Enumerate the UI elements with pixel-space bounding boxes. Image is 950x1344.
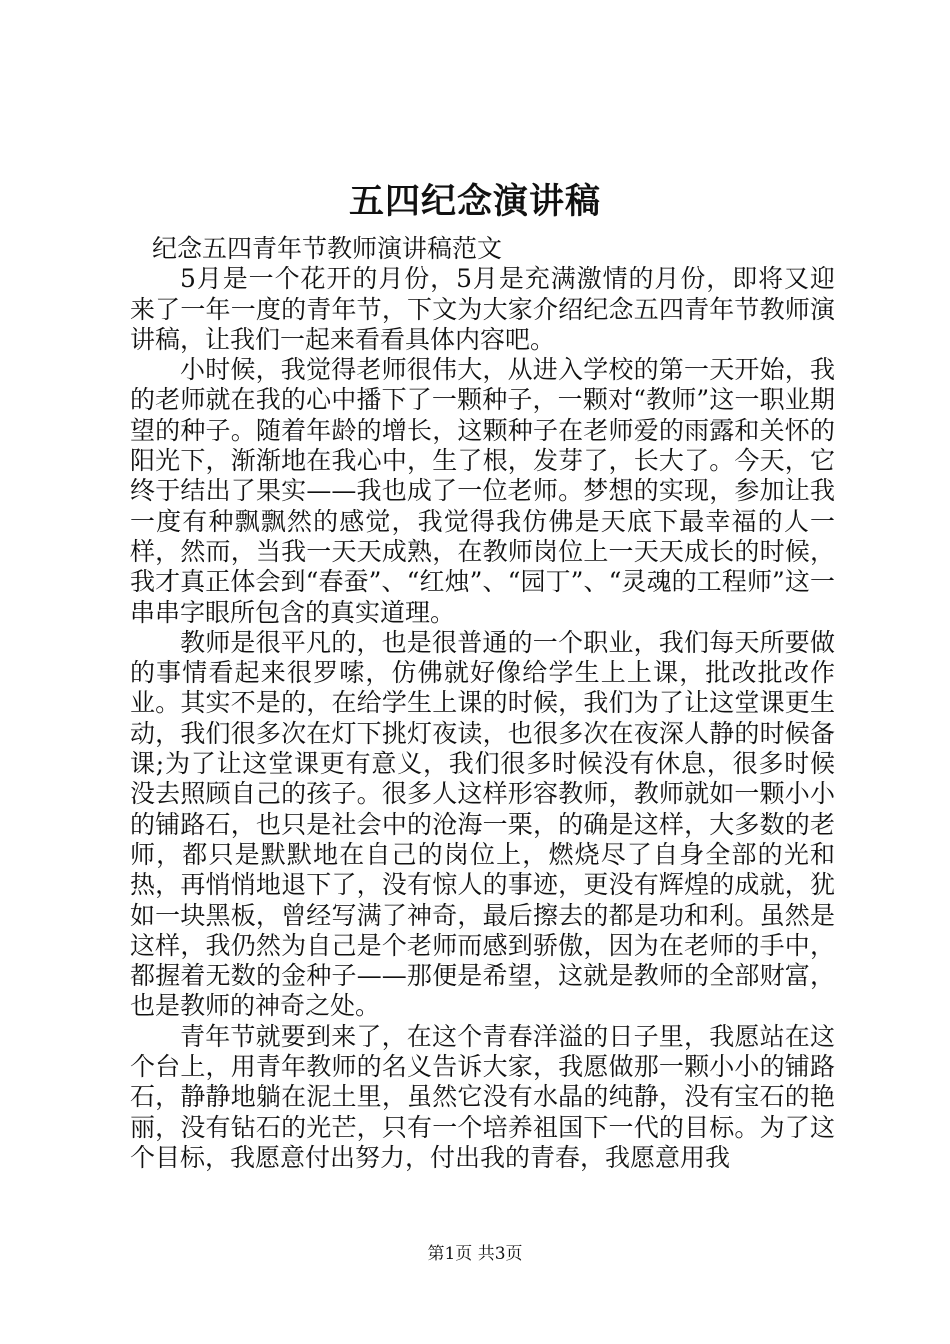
document-subtitle: 纪念五四青年节教师演讲稿范文	[152, 234, 503, 263]
document-body	[130, 234, 835, 1173]
paragraph-2: 小时候，我觉得老师很伟大，从进入学校的第一天开始，我的老师就在我的心中播下了一颗种子，一颗对“教师”这一职业期望的种子。随着年龄的增长，这颗种子在老师爱的雨露和关怀的阳光下，渐渐地在我心中，生了根，发芽了，长大了。今天，它终于结出了果实——我也成了一位老师。梦想的实现，参加让我一度有种飘飘然的感觉，我觉得我仿佛是天底下最幸福的人一样，然而，当我一天天成熟，在教师岗位上一天天成长的时候，我才真正体会到“春蚕”、“红烛”、“园丁”、“灵魂的工程师”这一串串字眼所包含的真实道理。	[130, 355, 835, 627]
paragraph-4: 青年节就要到来了，在这个青春洋溢的日子里，我愿站在这个台上，用青年教师的名义告诉大家，我愿做那一颗小小的铺路石，静静地躺在泥土里，虽然它没有水晶的纯静，没有宝石的艳丽，没有钻石的光芒，只有一个培养祖国下一代的目标。为了这个目标，我愿意付出努力，付出我的青春，我愿意用我	[130, 1021, 835, 1172]
page-number-footer: 第1页 共3页	[427, 1244, 523, 1264]
document-title: 五四纪念演讲稿	[348, 181, 601, 222]
paragraph-1: 5月是一个花开的月份，5月是充满激情的月份，即将又迎来了一年一度的青年节，下文为大家介绍纪念五四青年节教师演讲稿，让我们一起来看看具体内容吧。	[130, 264, 835, 354]
paragraph-3: 教师是很平凡的，也是很普通的一个职业，我们每天所要做的事情看起来很罗嗦，仿佛就好像给学生上上课，批改批改作业。其实不是的，在给学生上课的时候，我们为了让这堂课更生动，我们很多次在灯下挑灯夜读，也很多次在夜深人静的时候备课;为了让这堂课更有意义，我们很多时候没有休息，很多时候没去照顾自己的孩子。很多人这样形容教师，教师就如一颗小小的铺路石，也只是社会中的沧海一栗，的确是这样，大多数的老师，都只是默默地在自己的岗位上，燃烧尽了自身全部的光和热，再悄悄地退下了，没有惊人的事迹，更没有辉煌的成就，犹如一块黑板，曾经写满了神奇，最后擦去的都是功和利。虽然是这样，我仍然为自己是个老师而感到骄傲，因为在老师的手中，都握着无数的金种子——那便是希望，这就是教师的全部财富，也是教师的神奇之处。	[130, 627, 835, 1021]
